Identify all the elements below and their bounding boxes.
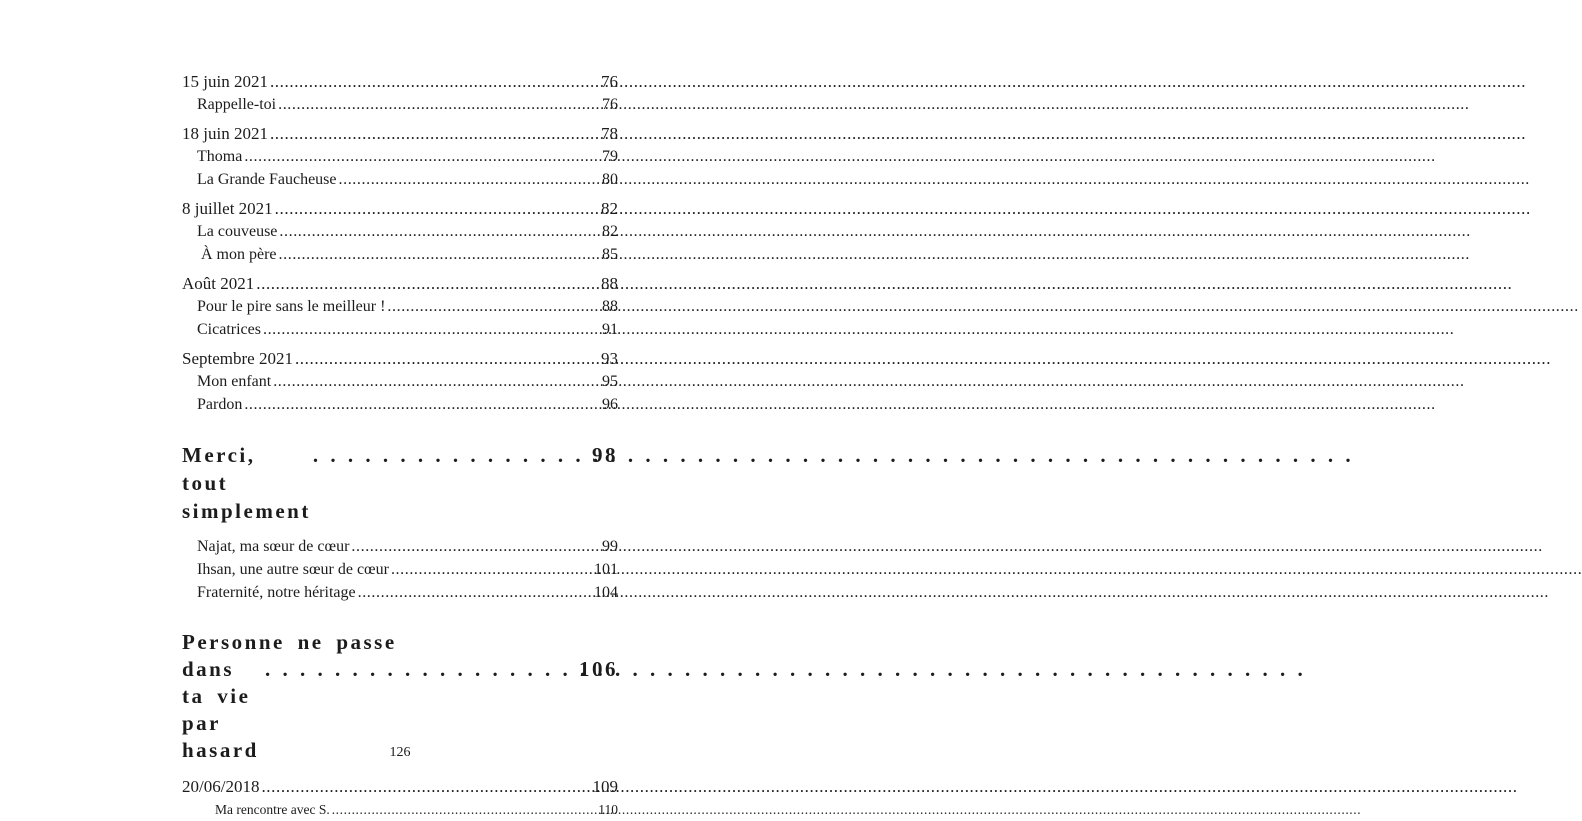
toc-entry-page: 91 [602, 321, 618, 338]
toc-entry-label: Ihsan, une autre sœur de cœur [197, 561, 389, 578]
toc-entry [182, 220, 618, 243]
section-heading-label-line2: dans ta vie par hasard [182, 657, 259, 762]
toc-entry-label: Mon enfant [197, 373, 272, 390]
toc-entry [182, 318, 618, 341]
toc-group-dates-2 [182, 775, 618, 821]
dot-leader [356, 581, 594, 604]
section-heading-label-line1: Personne ne passe [182, 630, 397, 654]
toc-entry-page: 80 [602, 171, 618, 188]
section-heading-merci [182, 441, 618, 525]
toc-entry [182, 168, 618, 191]
toc-entry [182, 93, 618, 116]
toc-entry-page: 110 [598, 802, 618, 817]
toc-entry [182, 535, 618, 558]
toc-entry [182, 272, 618, 295]
toc-entry-label: À mon père [201, 246, 277, 263]
toc-entry-page: 104 [594, 584, 618, 601]
toc-entry-page: 88 [602, 298, 618, 315]
toc-entry [182, 243, 618, 266]
toc-entry-page: 79 [602, 148, 618, 165]
toc-entry-label: Rappelle-toi [197, 96, 277, 113]
toc-entry-page: 78 [601, 124, 618, 143]
toc-entry-label: Najat, ma sœur de cœur [197, 538, 350, 555]
dot-leader [268, 70, 601, 93]
toc-entry-label: 18 juin 2021 [182, 124, 268, 143]
toc-group-merci [182, 535, 618, 604]
dot-leader [271, 370, 602, 393]
section-heading-personne [182, 629, 618, 764]
toc-entry-page: 93 [601, 349, 618, 368]
toc-entry-label: Pardon [197, 396, 243, 413]
section-heading-page: 98 [592, 443, 618, 467]
toc-entry-label: La couveuse [197, 223, 278, 240]
dot-leader [277, 243, 602, 266]
toc-entry-page: 85 [602, 246, 618, 263]
toc-entry-page: 96 [602, 396, 618, 413]
toc-entry-label: Septembre 2021 [182, 349, 293, 368]
toc-entry-label: Août 2021 [182, 274, 255, 293]
toc-entry [182, 197, 618, 220]
toc-entry [182, 393, 618, 416]
toc-entry-label: 20/06/2018 [182, 777, 260, 796]
dot-leader [242, 393, 602, 416]
toc-entry [182, 347, 618, 370]
toc-entry-label: Fraternité, notre héritage [197, 584, 356, 601]
section-heading-label: Merci, tout simplement [182, 443, 311, 523]
toc-entry [182, 775, 618, 798]
toc-entry-page: 88 [601, 274, 618, 293]
page-number-footer: 126 [389, 745, 411, 760]
dot-leader [277, 220, 602, 243]
table-of-contents [182, 70, 618, 821]
toc-entry [182, 295, 618, 318]
toc-entry-page: 82 [601, 199, 618, 218]
dot-leader [259, 775, 592, 798]
dot-leader [311, 441, 585, 469]
dot-leader [330, 798, 595, 821]
toc-entry-page: 76 [601, 72, 618, 91]
toc-entry-label: La Grande Faucheuse [197, 171, 337, 188]
toc-entry-page: 76 [602, 96, 618, 113]
section-heading-page: 106 [579, 657, 618, 681]
toc-entry [182, 581, 618, 604]
toc-entry [182, 70, 618, 93]
dot-leader [254, 272, 601, 295]
dot-leader [337, 168, 603, 191]
toc-entry-page: 99 [602, 538, 618, 555]
toc-group-dates-1 [182, 70, 618, 416]
toc-entry [182, 798, 618, 821]
dot-leader [385, 295, 602, 318]
dot-leader [263, 656, 572, 683]
toc-entry-page: 101 [594, 561, 618, 578]
toc-entry-label: Cicatrices [197, 321, 261, 338]
dot-leader [273, 197, 601, 220]
toc-entry-label: 8 juillet 2021 [182, 199, 273, 218]
dot-leader [276, 93, 602, 116]
toc-entry [182, 370, 618, 393]
toc-entry-label: Thoma [197, 148, 243, 165]
toc-entry-page: 95 [602, 373, 618, 390]
dot-leader [261, 318, 602, 341]
dot-leader [242, 145, 602, 168]
dot-leader [349, 535, 602, 558]
dot-leader [293, 347, 601, 370]
toc-entry-label: Pour le pire sans le meilleur ! [197, 298, 386, 315]
toc-entry-page: 82 [602, 223, 618, 240]
dot-leader [389, 558, 594, 581]
toc-entry [182, 145, 618, 168]
toc-entry-page: 109 [592, 777, 618, 796]
dot-leader [268, 122, 601, 145]
toc-entry-label: Ma rencontre avec S. [215, 802, 330, 817]
toc-entry [182, 558, 618, 581]
toc-entry [182, 122, 618, 145]
toc-entry-label: 15 juin 2021 [182, 72, 268, 91]
